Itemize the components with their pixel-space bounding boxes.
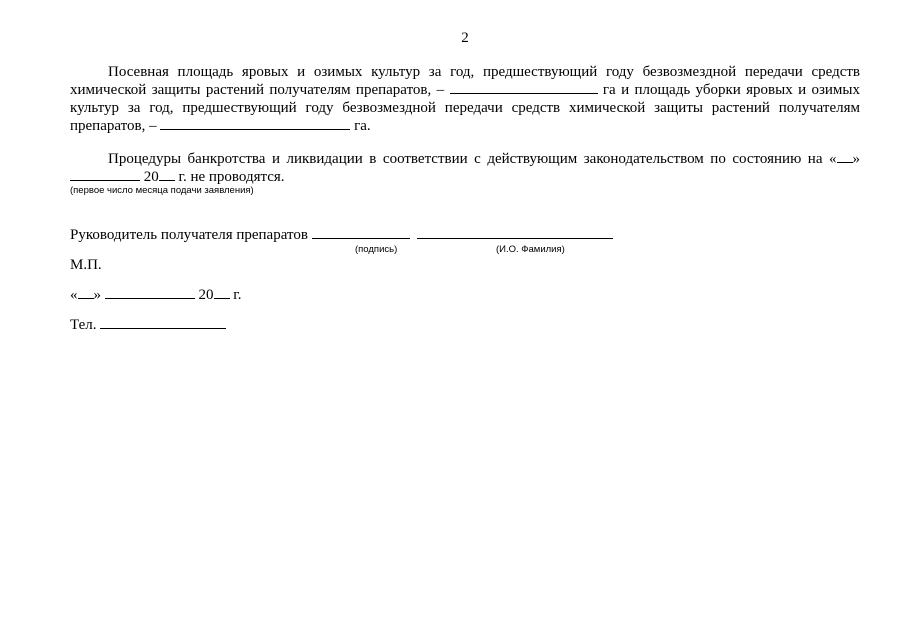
date-close-quote: » — [93, 287, 101, 303]
sown-area-text: Посевная площадь яровых и озимых культур за год, предшествующий году безвозмездной передачи средств химической защиты растений получателям препаратов, – — [70, 64, 860, 98]
year-blank[interactable] — [159, 168, 175, 181]
signature-label: Руководитель получателя препаратов — [70, 227, 308, 243]
signature-hint: (подпись) — [355, 244, 398, 255]
name-hint: (И.О. Фамилия) — [496, 244, 565, 255]
day-close-quote: » — [852, 151, 860, 167]
stamp-label: М.П. — [70, 257, 102, 273]
date-year-blank[interactable] — [214, 286, 230, 299]
date-month-blank[interactable] — [105, 286, 195, 299]
bankruptcy-end-text: г. не проводятся. — [178, 169, 285, 185]
phone-blank[interactable] — [100, 316, 226, 329]
date-year-prefix: 20 — [198, 287, 214, 303]
signature-blank[interactable] — [312, 226, 410, 239]
phone-row — [70, 316, 226, 334]
page-number: 2 — [461, 30, 469, 46]
date-day-blank[interactable] — [78, 286, 94, 299]
harvest-area-blank[interactable] — [160, 117, 350, 130]
day-blank[interactable] — [837, 150, 853, 163]
sown-area-blank[interactable] — [450, 81, 598, 94]
date-row — [70, 286, 241, 304]
hectare-unit: га. — [354, 118, 371, 134]
date-hint: (первое число месяца подачи заявления) — [70, 185, 254, 196]
bankruptcy-text: Процедуры банкротства и ликвидации в соответствии с действующим законодательством по состоянию на « — [108, 151, 837, 167]
paragraph-bankruptcy — [70, 150, 860, 186]
month-blank[interactable] — [70, 168, 140, 181]
signature-row — [70, 226, 613, 244]
name-blank[interactable] — [417, 226, 613, 239]
phone-label: Тел. — [70, 317, 97, 333]
year-prefix: 20 — [143, 169, 159, 185]
paragraph-sown-area — [70, 63, 860, 135]
date-open-quote: « — [70, 287, 78, 303]
date-year-suffix: г. — [233, 287, 242, 303]
harvest-area-text: га и площадь уборки яровых и озимых культур за год, предшествующий году безвозмездной передачи средств химической защиты растений получателям препаратов, – — [70, 82, 861, 134]
